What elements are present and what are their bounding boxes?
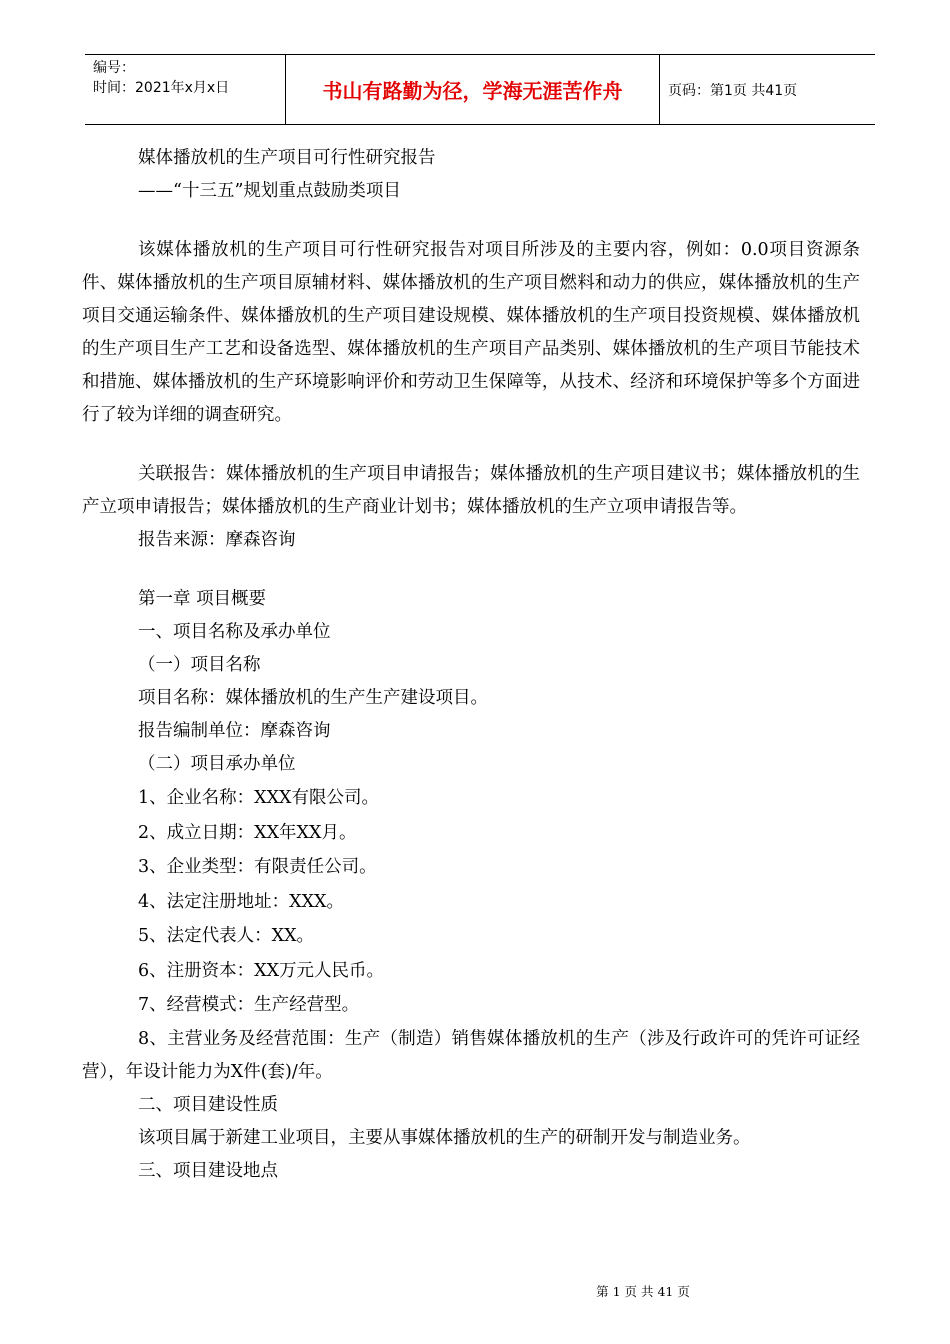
list-item: 2、成立日期：XX年XX月。 <box>138 822 357 843</box>
chapter-title: 第一章 项目概要 <box>138 589 267 609</box>
subsection-heading: （二）项目承办单位 <box>138 754 296 774</box>
intro-paragraph: 该媒体播放机的生产项目可行性研究报告对项目所涉及的主要内容，例如：0.0项目资源条件、媒体播放机的生产项目原辅材料、媒体播放机的生产项目燃料和动力的供应，媒体播放机的生产项目交通运输条件、媒体播放机的生产项目建设规模、媒体播放机的生产项目投资规模、媒体播放机的生产项目生产工艺和设备选型、媒体播放机的生产项目产品类别、媒体播放机的生产项目节能技术和措施、媒体播放机的生产环境影响评价和劳动卫生保障等，从技术、经济和环境保护等多个方面进行了较为详细的调查研究。 <box>82 240 860 425</box>
list-item: 1、企业名称：XXX有限公司。 <box>138 788 380 808</box>
list-item: 6、注册资本：XX万元人民币。 <box>138 960 385 981</box>
header-meta <box>85 55 285 124</box>
list-item: 5、法定代表人：XX。 <box>138 926 315 946</box>
document-body <box>82 142 860 1188</box>
time-label: 时间：2021年x月x日 <box>93 80 230 96</box>
compiler-unit: 报告编制单位：摩森咨询 <box>138 721 331 741</box>
list-item: 4、法定注册地址：XXX。 <box>138 891 345 912</box>
header-page-info: 页码：第1页 共41页 <box>668 82 798 99</box>
list-item: 8、主营业务及经营范围：生产（制造）销售媒体播放机的生产（涉及行政许可的凭许可证经营），年设计能力为X件(套)/年。 <box>82 1028 860 1082</box>
project-name: 项目名称：媒体播放机的生产生产建设项目。 <box>138 688 488 708</box>
number-label: 编号： <box>93 60 135 76</box>
page-header <box>85 54 875 125</box>
report-subtitle: ——“十三五”规划重点鼓励类项目 <box>138 181 401 201</box>
section-text: 该项目属于新建工业项目，主要从事媒体播放机的生产的研制开发与制造业务。 <box>138 1127 751 1148</box>
report-title: 媒体播放机的生产项目可行性研究报告 <box>138 148 436 168</box>
section-heading: 三、项目建设地点 <box>138 1160 278 1181</box>
section-heading: 一、项目名称及承办单位 <box>138 622 331 642</box>
header-motto: 书山有路勤为径，学海无涯苦作舟 <box>285 55 660 124</box>
related-reports: 关联报告：媒体播放机的生产项目申请报告；媒体播放机的生产项目建议书；媒体播放机的生产立项申请报告；媒体播放机的生产商业计划书；媒体播放机的生产立项申请报告等。 <box>82 464 860 517</box>
list-item: 3、企业类型：有限责任公司。 <box>138 857 377 877</box>
subsection-heading: （一）项目名称 <box>138 655 261 675</box>
list-item: 7、经营模式：生产经营型。 <box>138 995 360 1015</box>
page-footer: 第 1 页 共 41 页 <box>596 1284 690 1299</box>
report-source: 报告来源：摩森咨询 <box>138 530 296 550</box>
section-heading: 二、项目建设性质 <box>138 1094 278 1115</box>
